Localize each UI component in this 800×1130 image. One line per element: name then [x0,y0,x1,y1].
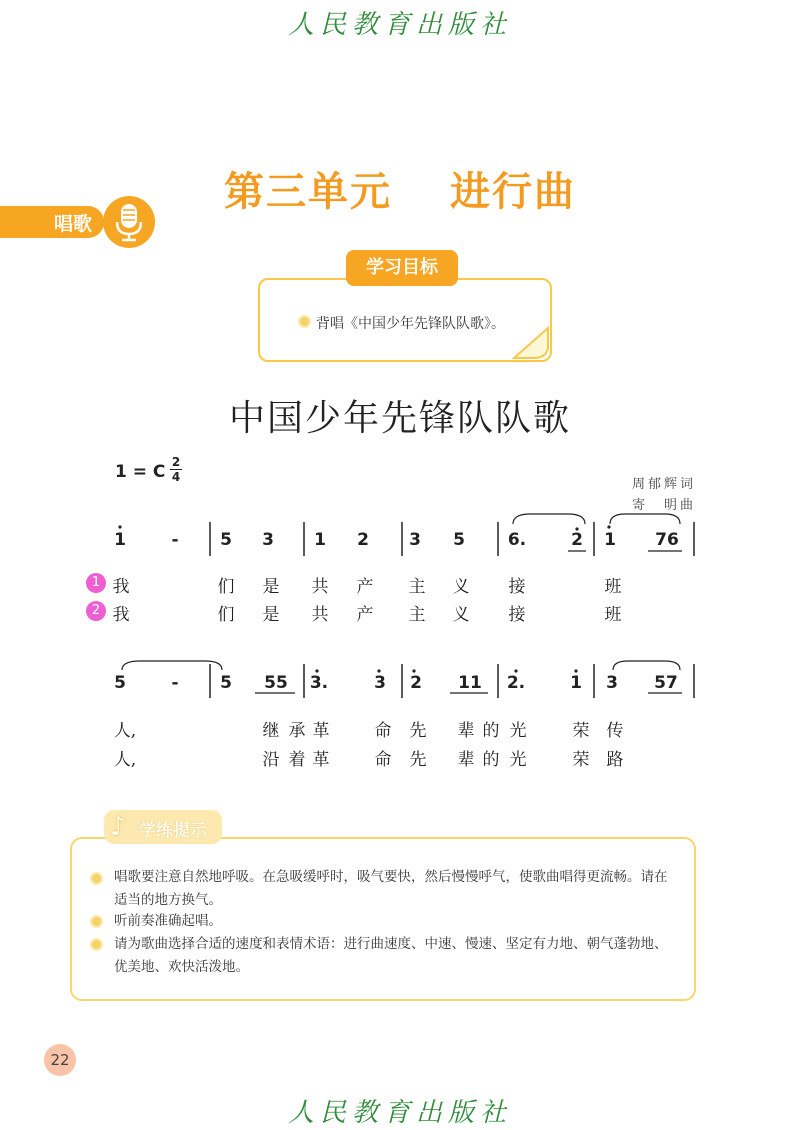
lyric: 主 [408,577,426,597]
bullet-icon [92,874,101,883]
verse-number-1: 1 [86,573,106,593]
lyric: 班 [604,577,622,597]
lyric: 沿 [262,750,280,770]
section-label: 唱歌 [54,213,93,235]
lyric: 我 [112,577,130,597]
lyric: 革 [312,721,330,741]
lyric: 的 [482,721,500,741]
lyric: 是 [262,577,280,597]
bullet-icon [92,917,101,926]
score-note: 2. [506,673,526,693]
time-signature [170,456,182,483]
lyric: 辈 [457,750,475,770]
score-note: - [171,530,179,550]
bullet-icon [92,940,101,949]
page-curl-icon [512,326,550,360]
score-note: 3. [309,673,329,693]
lyric: 继 [262,721,280,741]
song-title: 中国少年先锋队队歌 [228,398,571,439]
lyric: 着 [288,750,306,770]
lyric: 们 [217,577,235,597]
score-note: 5 [220,530,232,550]
lyric: 革 [312,750,330,770]
score-note: 1 [114,530,126,550]
page-number: 22 [44,1044,76,1076]
lyric: 共 [311,577,329,597]
lyric: 先 [409,750,427,770]
score-note: 2 [357,530,369,550]
lyric: 主 [408,605,426,625]
tip-item: 唱歌要注意自然地呼吸。在急吸缓呼时，吸气要快，然后慢慢呼气，使歌曲唱得更流畅。请在适当的地方换气。 [114,869,668,908]
score-note: 5 [220,673,232,693]
lyric: 是 [262,605,280,625]
lyric: 我 [112,605,130,625]
score-note: 3 [606,673,618,693]
score-note: 3 [409,530,421,550]
publisher-logo-top: 人民教育出版社 [287,10,512,40]
score-note: 11 [458,673,482,693]
score-note: 1 [604,530,616,550]
score-note: 2 [571,530,583,550]
lyric: 荣 [572,721,590,741]
lyric: 人, [113,750,137,770]
verse-number-2: 2 [86,601,106,621]
lyric: 们 [217,605,235,625]
lyric: 先 [409,721,427,741]
time-signature-bottom: 4 [171,470,181,484]
score-note: 3 [262,530,274,550]
unit-title: 第三单元 进行曲 [224,169,576,215]
lyric: 命 [374,750,392,770]
lyric: 产 [356,577,374,597]
microphone-icon [103,196,155,248]
score-note: 76 [655,530,679,550]
lyric: 光 [509,750,527,770]
tips-heading: 学练提示 [139,821,207,841]
score-note: 5 [114,673,126,693]
bullet-icon [300,317,309,326]
score-note: 1 [570,673,582,693]
score-note: 6. [507,530,527,550]
score-note: 2 [410,673,422,693]
tip-item: 请为歌曲选择合适的速度和表情术语：进行曲速度、中速、慢速、坚定有力地、朝气蓬勃地、优美地、欢快活泼地。 [114,936,668,975]
lyric: 的 [482,750,500,770]
lyric: 人, [113,721,137,741]
lyric: 共 [311,605,329,625]
lyric: 班 [604,605,622,625]
lyric: 路 [606,750,624,770]
lyric: 传 [606,721,624,741]
score-note: 1 [314,530,326,550]
score-note: 57 [654,673,678,693]
tip-item: 听前奏准确起唱。 [114,913,222,929]
publisher-logo-bottom: 人民教育出版社 [287,1098,512,1128]
lyric: 义 [452,577,470,597]
lyric: 命 [374,721,392,741]
music-note-icon: ♪ [110,812,127,842]
composer-credit: 寄 明曲 [632,498,697,513]
lyric: 辈 [457,721,475,741]
learning-goal-item: 背唱《中国少年先锋队队歌》。 [316,316,505,332]
lyricist-credit: 周郁辉词 [632,477,697,492]
lyric: 光 [509,721,527,741]
score-note: 55 [264,673,288,693]
time-signature-top: 2 [171,455,181,469]
score-note: 5 [453,530,465,550]
learning-goal-heading: 学习目标 [346,250,458,286]
lyric: 接 [508,577,526,597]
lyric: 接 [508,605,526,625]
lyric: 承 [288,721,306,741]
lyric: 荣 [572,750,590,770]
lyric: 义 [452,605,470,625]
lyric: 产 [356,605,374,625]
score-note: 3 [374,673,386,693]
key-signature: 1 = C [115,462,166,482]
score-note: - [171,673,179,693]
